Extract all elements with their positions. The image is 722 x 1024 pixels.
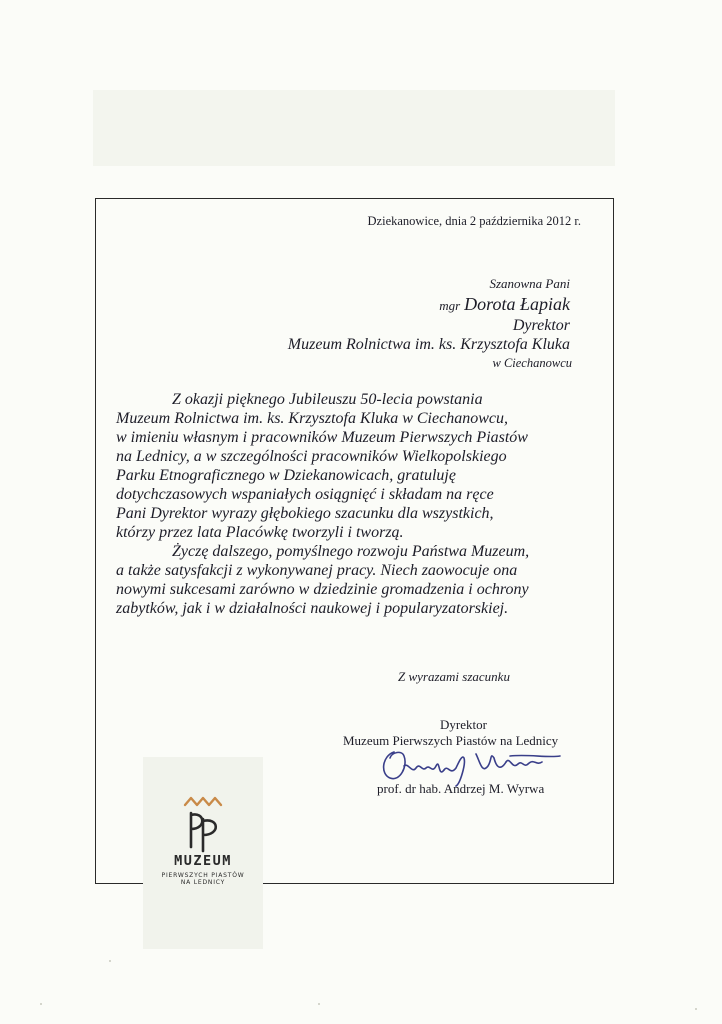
- body-line: a także satysfakcji z wykonywanej pracy. Niech zaowocuje ona: [116, 562, 518, 579]
- museum-crown-mark-icon: [177, 795, 229, 853]
- recipient-title: mgr: [439, 298, 461, 313]
- body-line: dotychczasowych wspaniałych osiągnięć i składam na ręce: [116, 486, 494, 503]
- recipient-name-line: [439, 294, 570, 315]
- body-line: Parku Etnograficznego w Dziekanowicach, gratuluję: [116, 467, 456, 484]
- sender-role: Dyrektor: [440, 717, 487, 732]
- recipient-name: Dorota Łapiak: [464, 294, 570, 314]
- sender-name: prof. dr hab. Andrzej M. Wyrwa: [377, 781, 545, 796]
- museum-logo: [143, 757, 263, 949]
- logo-title: MUZEUM: [174, 853, 232, 869]
- header-band: [93, 90, 615, 166]
- sender-institution: Muzeum Pierwszych Piastów na Lednicy: [343, 733, 559, 748]
- body-line: na Lednicy, a w szczególności pracowników Wielkopolskiego: [116, 448, 507, 465]
- logo-subtitle: NA LEDNICY: [180, 879, 226, 886]
- body-line: nowymi sukcesami zarówno w dziedzinie gromadzenia i ochrony: [116, 581, 529, 598]
- recipient-institution: Muzeum Rolnictwa im. ks. Krzysztofa Kluka: [287, 336, 570, 353]
- body-line: którzy przez lata Placówkę tworzyli i tworzą.: [116, 524, 404, 541]
- body-line: Z okazji pięknego Jubileuszu 50-lecia powstania: [172, 391, 483, 408]
- body-line: zabytków, jak i w działalności naukowej i popularyzatorskiej.: [116, 600, 509, 617]
- logo-subtitle: PIERWSZYCH PIASTÓW: [161, 872, 245, 879]
- body-line: w imieniu własnym i pracowników Muzeum Pierwszych Piastów: [116, 429, 528, 446]
- letter-body: [116, 390, 596, 618]
- body-line: Muzeum Rolnictwa im. ks. Krzysztofa Kluka w Ciechanowcu,: [116, 410, 508, 427]
- recipient-position: Dyrektor: [512, 317, 570, 334]
- recipient-salutation: Szanowna Pani: [489, 276, 570, 291]
- date-line: Dziekanowice, dnia 2 października 2012 r.: [367, 214, 581, 228]
- closing-phrase: Z wyrazami szacunku: [398, 669, 510, 684]
- body-line: Życzę dalszego, pomyślnego rozwoju Państwa Muzeum,: [172, 543, 530, 560]
- body-line: Pani Dyrektor wyrazy głębokiego szacunku dla wszystkich,: [116, 505, 494, 522]
- recipient-city: w Ciechanowcu: [492, 356, 572, 370]
